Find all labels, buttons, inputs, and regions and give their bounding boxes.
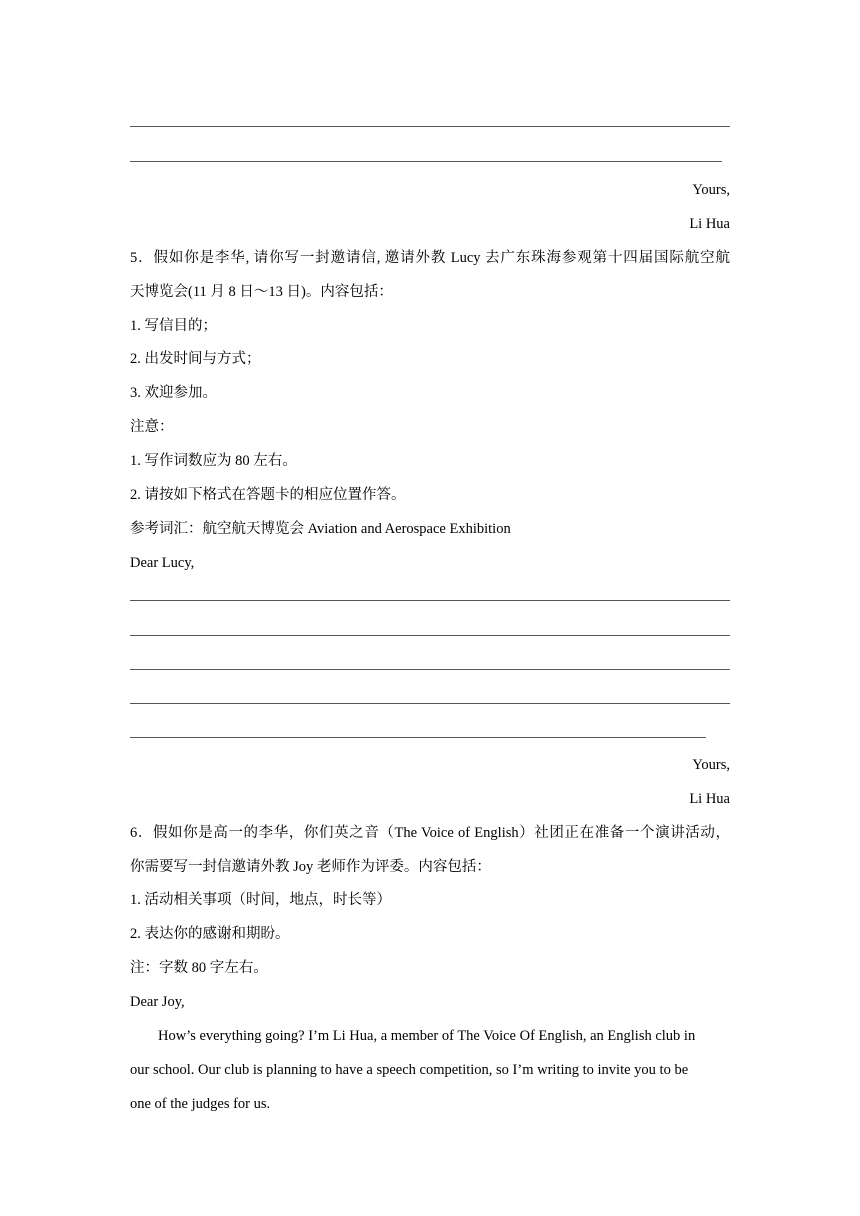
letter-closing: Yours, xyxy=(692,757,730,773)
question-6-text-cont: 你需要写一封信邀请外教 Joy 老师作为评委。内容包括： xyxy=(130,859,491,875)
answer-blank-line xyxy=(130,161,722,162)
letter-signature: Li Hua xyxy=(689,791,730,807)
question-6-note: 注：字数 80 字左右。 xyxy=(130,960,268,976)
answer-blank-line xyxy=(130,635,730,636)
answer-blank-line xyxy=(130,126,730,127)
question-5-text: 5．假如你是李华, 请你写一封邀请信, 邀请外教 Lucy 去广东珠海参观第十四届国际航空航 xyxy=(130,250,730,266)
question-5-salutation: Dear Lucy, xyxy=(130,555,195,571)
letter-body-line: How’s everything going? I’m Li Hua, a member of The Voice Of English, an English club in xyxy=(158,1028,696,1044)
question-6-item: 1. 活动相关事项（时间，地点，时长等） xyxy=(130,892,391,908)
letter-body-line: one of the judges for us. xyxy=(130,1096,271,1112)
question-5-note: 1. 写作词数应为 80 左右。 xyxy=(130,453,297,469)
question-5-item: 2. 出发时间与方式； xyxy=(130,351,261,367)
answer-blank-line xyxy=(130,703,730,704)
answer-blank-line xyxy=(130,737,706,738)
question-5-note: 2. 请按如下格式在答题卡的相应位置作答。 xyxy=(130,487,406,503)
question-5-item: 1. 写信目的； xyxy=(130,318,217,334)
question-6-item: 2. 表达你的感谢和期盼。 xyxy=(130,926,290,942)
letter-signature: Li Hua xyxy=(689,216,730,232)
answer-blank-line xyxy=(130,600,730,601)
letter-body-line: our school. Our club is planning to have a speech competition, so I’m writing to invite you to be xyxy=(130,1062,689,1078)
question-5-note-title: 注意： xyxy=(130,419,174,435)
letter-closing: Yours, xyxy=(692,182,730,198)
question-6-text: 6．假如你是高一的李华，你们英之音（The Voice of English）社团正在准备一个演讲活动， xyxy=(130,825,730,841)
question-5-text-cont: 天博览会(11 月 8 日～13 日)。内容包括： xyxy=(130,284,393,300)
question-5-item: 3. 欢迎参加。 xyxy=(130,385,217,401)
answer-blank-line xyxy=(130,669,730,670)
question-6-salutation: Dear Joy, xyxy=(130,994,185,1010)
question-5-vocab: 参考词汇：航空航天博览会 Aviation and Aerospace Exhibition xyxy=(130,521,511,537)
